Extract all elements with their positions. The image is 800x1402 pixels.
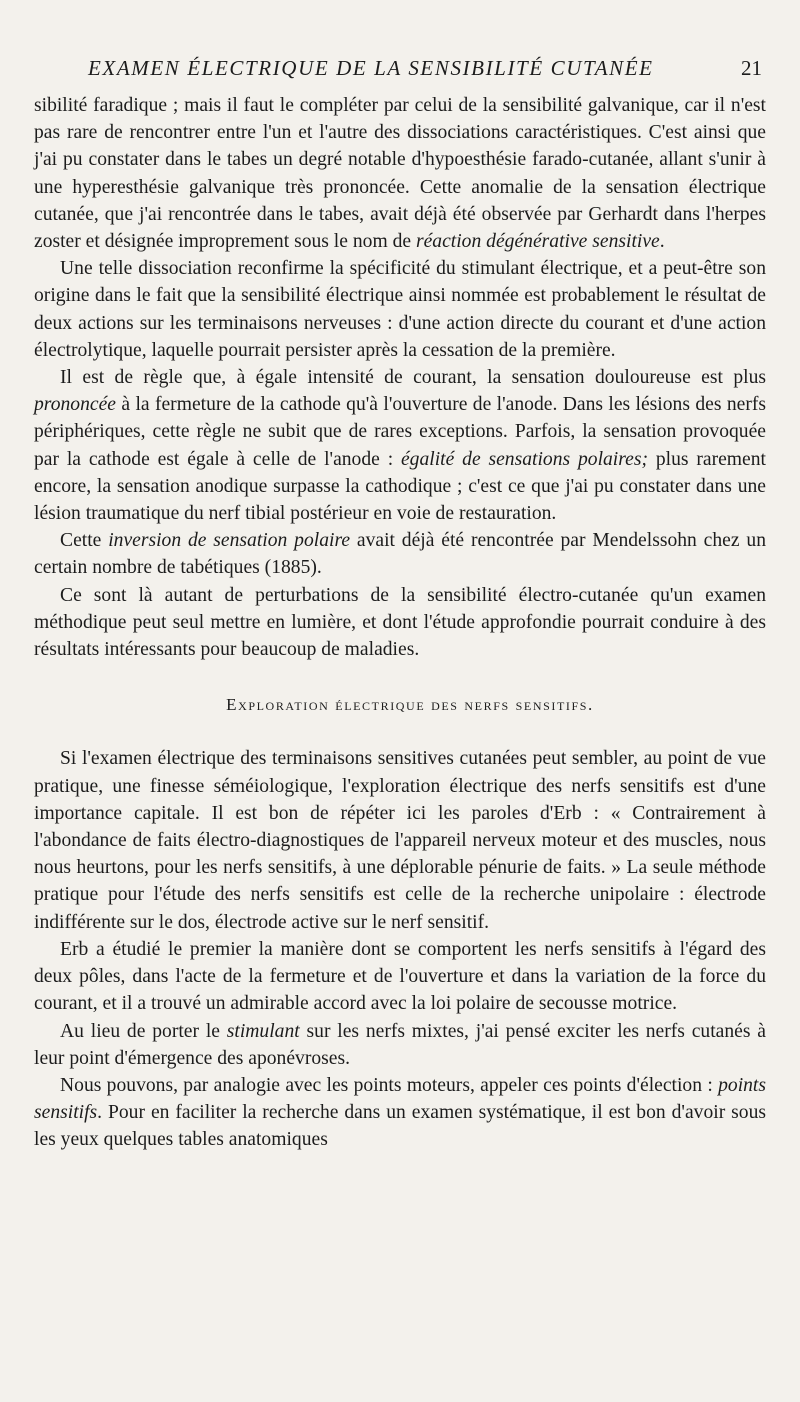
running-title: EXAMEN ÉLECTRIQUE DE LA SENSIBILITÉ CUTANÉE bbox=[88, 56, 654, 80]
paragraph-2: Une telle dissociation reconfirme la spécificité du stimulant électrique, et a peut-être son origine dans le fait que la sensibilité électrique ainsi nommée est probablement le résultat de deux actions sur les terminaisons nerveuses : d'une action directe du courant et d'une action électrolytique, laquelle pourrait persister après la cessation de la première. bbox=[34, 258, 766, 361]
paragraph-4: Cette inversion de sensation polaire avait déjà été rencontrée par Mendelssohn chez un certain nombre de tabétiques (1885). bbox=[34, 530, 766, 579]
emphasis: prononcée bbox=[34, 394, 116, 416]
emphasis: stimulant bbox=[226, 1020, 300, 1042]
section-heading: Exploration électrique des nerfs sensitifs. bbox=[226, 695, 594, 715]
page-header bbox=[88, 56, 762, 84]
paragraph-1: sibilité faradique ; mais il faut le compléter par celui de la sensibilité galvanique, car il n'est pas rare de rencontrer entre l'un et l'autre des dissociations caractéristiques. C'est ainsi que j'ai pu constater dans le tabes un degré notable d'hypoesthésie farado-cutanée, allant s'unir à une hyperesthésie galvanique très prononcée. Cette anomalie de la sensation électrique cutanée, que j'ai rencontrée dans le tabes, avait déjà été observée par Gerhardt dans l'herpes zoster et désignée improprement sous le nom de réaction dégénérative sensitive. bbox=[34, 95, 766, 253]
paragraph-5: Ce sont là autant de perturbations de la sensibilité électro-cutanée qu'un examen méthodique peut seul mettre en lumière, et dont l'étude approfondie pourrait conduire à des résultats intéressants pour beaucoup de maladies. bbox=[34, 584, 766, 661]
paragraph-3: Il est de règle que, à égale intensité de courant, la sensation douloureuse est plus prononcée à la fermeture de la cathode qu'à l'ouverture de l'anode. Dans les lésions des nerfs périphériques, cette règle ne subit que de rares exceptions. Parfois, la sensation provoquée par la cathode est égale à celle de l'anode : égalité de sensations polaires; plus rarement encore, la sensation anodique surpasse la cathodique ; c'est ce que j'ai pu constater dans une lésion traumatique du nerf tibial postérieur en voie de restauration. bbox=[34, 367, 766, 525]
emphasis: égalité de sensations polaires; bbox=[400, 448, 648, 470]
paragraph-8: Au lieu de porter le stimulant sur les nerfs mixtes, j'ai pensé exciter les nerfs cutanés à leur point d'émergence des aponévroses. bbox=[34, 1020, 766, 1069]
paragraph-6: Si l'examen électrique des terminaisons sensitives cutanées peut sembler, au point de vue pratique, une finesse séméiologique, l'exploration électrique des nerfs sensitifs est d'une importance capitale. Il est bon de répéter ici les paroles d'Erb : « Contrairement à l'abondance de faits électro-diagnostiques de l'appareil nerveux moteur et des muscles, nous nous heurtons, pour les nerfs sensitifs, à une déplorable pénurie de faits. » La seule méthode pratique pour l'étude des nerfs sensitifs est celle de la recherche unipolaire : électrode indifférente sur le dos, électrode active sur le nerf sensitif. bbox=[34, 748, 766, 933]
page-number: 21 bbox=[741, 56, 762, 80]
page-body bbox=[34, 92, 766, 1154]
emphasis: inversion de sensation polaire bbox=[108, 530, 351, 552]
emphasis: points sensitifs bbox=[34, 1074, 766, 1124]
paragraph-9: Nous pouvons, par analogie avec les points moteurs, appeler ces points d'élection : points sensitifs. Pour en faciliter la recherche dans un examen systématique, il est bon d'avoir sous les yeux quelques tables anatomiques bbox=[34, 1074, 766, 1151]
emphasis: réaction dégénérative sensitive bbox=[415, 231, 660, 253]
paragraph-7: Erb a étudié le premier la manière dont se comportent les nerfs sensitifs à l'égard des deux pôles, dans l'acte de la fermeture et de l'ouverture et dans la variation de la force du courant, et il a trouvé un admirable accord avec la loi polaire de secousse motrice. bbox=[34, 938, 766, 1015]
